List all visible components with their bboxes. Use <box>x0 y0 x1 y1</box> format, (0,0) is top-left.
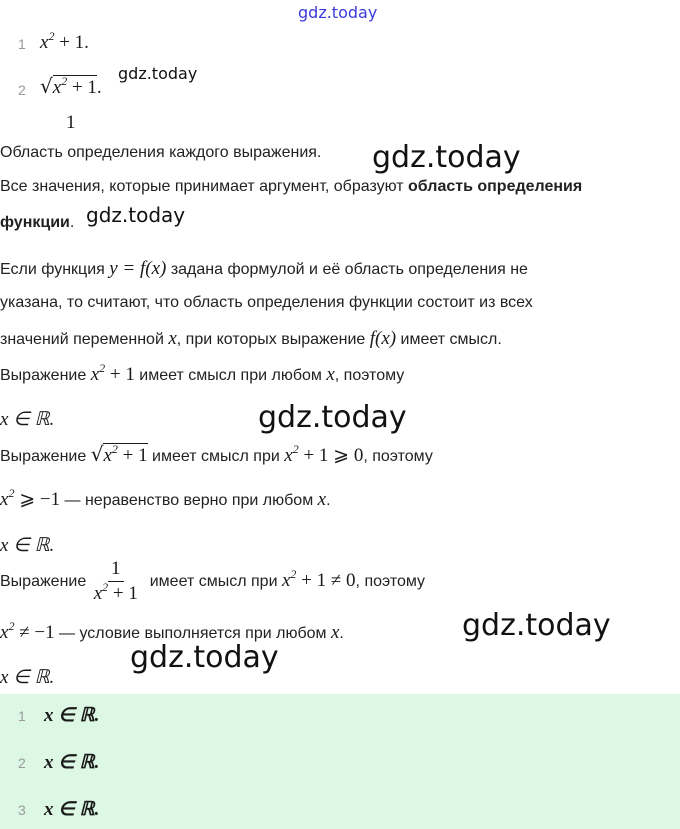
math-line: x ∈ ℝ. <box>0 667 55 688</box>
watermark: gdz.today <box>372 140 521 175</box>
expression-1: $x^2 + 1$. <box>40 29 89 53</box>
paragraph: $x^2 \ne -1$ — условие выполняется при любом x. <box>0 619 344 643</box>
paragraph: указана, то считают, что область определения функции состоит из всех <box>0 294 533 311</box>
list-number: 1 <box>18 36 26 52</box>
answer-number: 1 <box>18 708 26 724</box>
watermark: gdz.today <box>86 203 186 227</box>
paragraph: $x^2$ ⩾ −1 — неравенство верно при любом x. <box>0 486 331 510</box>
stray-digit: 1 <box>66 112 76 133</box>
paragraph: Если функция y = f(x) задана формулой и её область определения не <box>0 258 528 279</box>
list-number: 2 <box>18 82 26 98</box>
expression-2: $√x^2 + 1$. <box>40 74 102 98</box>
answer-value: x ∈ ℝ. <box>44 799 100 820</box>
watermark: gdz.today <box>462 608 611 643</box>
paragraph: Выражение $\frac{1}{x^2 + 1}$ имеет смысл при $x^2 + 1 \ne 0$, поэтому <box>0 558 426 604</box>
paragraph: Выражение $√x^2 + 1$ имеет смысл при $x^2 + 1$ ⩾ 0, поэтому <box>0 442 433 466</box>
watermark: gdz.today <box>118 64 198 83</box>
answer-number: 3 <box>18 802 26 818</box>
watermark: gdz.today <box>298 3 378 22</box>
answer-block <box>0 694 680 829</box>
paragraph: значений переменной x, при которых выражение f(x) имеет смысл. <box>0 328 502 349</box>
paragraph: Все значения, которые принимает аргумент, образуют область определения <box>0 178 583 195</box>
watermark: gdz.today <box>258 400 407 435</box>
paragraph: функции. <box>0 214 75 231</box>
paragraph: Выражение $x^2 + 1$ имеет смысл при любом x, поэтому <box>0 361 405 385</box>
math-line: x ∈ ℝ. <box>0 535 55 556</box>
math-line: x ∈ ℝ. <box>0 409 55 430</box>
watermark: gdz.today <box>130 640 279 675</box>
paragraph: Область определения каждого выражения. <box>0 144 322 161</box>
answer-value: x ∈ ℝ. <box>44 752 100 773</box>
answer-number: 2 <box>18 755 26 771</box>
answer-value: x ∈ ℝ. <box>44 705 100 726</box>
